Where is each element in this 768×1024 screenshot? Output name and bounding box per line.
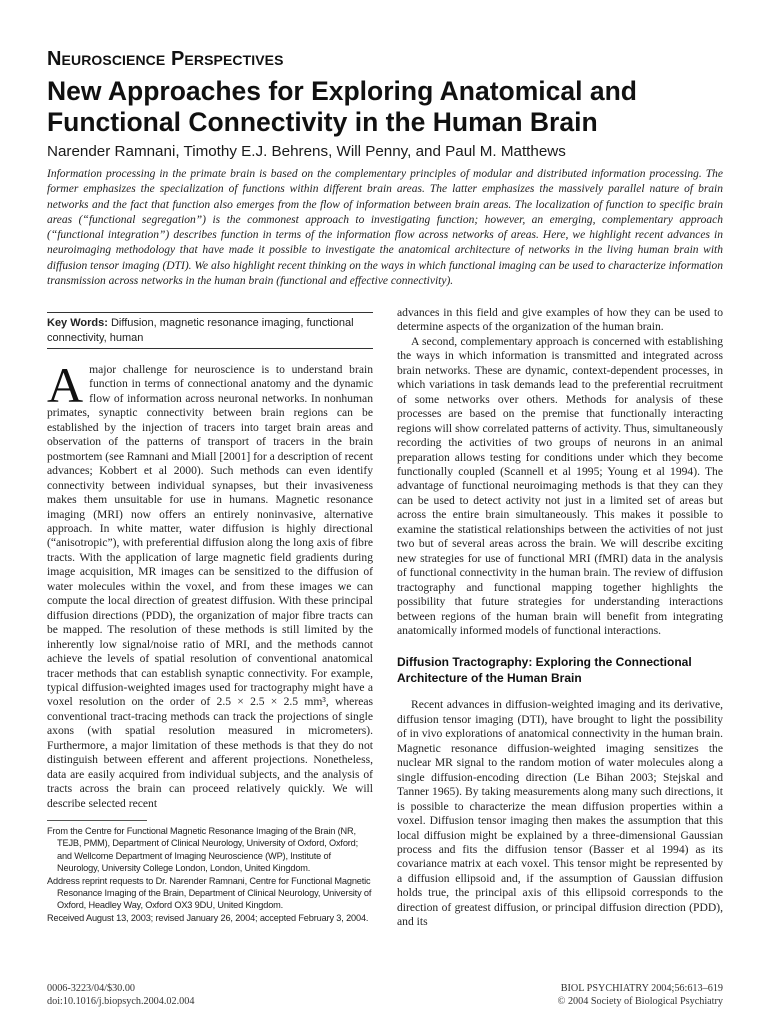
series-label: Neuroscience Perspectives <box>47 48 284 70</box>
affiliations <box>47 825 375 924</box>
received-dates: Received August 13, 2003; revised January 26, 2004; accepted February 3, 2004. <box>47 912 369 923</box>
paragraph-diffusion: Recent advances in diffusion-weighted imaging and its derivative, diffusion tensor imaging (DTI), have brought to light the possibility of in vivo explorations of anatomical connectivity in the human brain. Magnetic resonance diffusion-weighted imaging sensitizes the nuclear MR signal to the random motion of water molecules along a single diffusion-encoding direction (Le Bihan 2003; Stejskal and Tanner 1965). By taking measurements along many such directions, it is possible to characterize the mean diffusion properties within a voxel. Diffusion tensor imaging then makes the assumption that this local diffusion might be explained by a three-dimensional Gaussian process and fits the diffusion tensor (Basser et al 1994) as its covariance matrix at each voxel. This tensor might be represented by a diffusion ellipsoid and, if the assumption of Gaussian diffusion holds true, the principal axis of this ellipsoid corresponds to the direction of greatest diffusion, or principal diffusion direction (PDD), and its <box>397 698 723 929</box>
intro-paragraph-block <box>47 357 373 811</box>
intro-paragraph: major challenge for neuroscience is to understand brain function in terms of connectional anatomy and the dynamic flow of information across neuronal networks. In nonhuman primates, synaptic connectivity between brain regions can be established by the injection of tracers into target brain areas and observation of the patterns of transport of tracers in the brain postmortem (see Ramnani and Miall [2001] for a description of recent advances; Kobbert et al 2000). Such methods can even identify connectivity between individual synapses, but their invasiveness makes them unsuitable for use in humans. Magnetic resonance imaging (MRI) now offers an entirely noninvasive, alternative approach. In white matter, water diffusion is highly directional (“anisotropic”), with preferential diffusion along the long axis of fibre tracts. With the application of large magnetic field gradients during image acquisition, MR images can be sensitized to the diffusion of water molecules within the voxel, and from these images we can compute the local direction of greatest diffusion. With these principal diffusion directions (PDD), the organization of major fibre tracts can be mapped. The resolution of these methods is still limited by the inherently low signal/noise ratio of MRI, and the methods cannot achieve the levels of spatial resolution of conventional anatomical tracer methods that can establish synaptic connectivity. For example, typical diffusion-weighted images used for tractography might have a voxel resolution on the order of 2.5 × 2.5 × 2.5 mm³, whereas conventional tract-tracing methods can track the projections of single axons (with spatial resolution measured in micrometers). Furthermore, a major limitation of these methods is that they do not distinguish between efferent and afferent projections. Nonetheless, data are easily acquired from individual subjects, and the analysis of tracts across the brain can proceed relatively quickly. We will describe selected recent <box>47 363 373 810</box>
right-column <box>397 306 723 930</box>
footer-left <box>47 982 194 1008</box>
issn-price: 0006-3223/04/$30.00 <box>47 983 136 994</box>
journal-citation: BIOL PSYCHIATRY 2004;56:613–619 <box>560 983 723 994</box>
keywords-label: Key Words: <box>47 317 108 329</box>
section-heading: Diffusion Tractography: Exploring the Connectional Architecture of the Human Brain <box>397 655 692 686</box>
keywords-text: Diffusion, magnetic resonance imaging, functional connectivity, human <box>47 317 354 344</box>
paragraph-continuation: advances in this field and give examples of how they can be used to determine aspects of the organization of the human brain. <box>397 306 723 334</box>
drop-cap: A <box>47 357 84 413</box>
footer-right <box>558 982 723 1008</box>
paragraph-second-approach: A second, complementary approach is concerned with establishing the ways in which information is transmitted and integrated across brain networks. These are dynamic, context-dependent processes, in which variations in task demands lead to the preferential recruitment of some networks over others. Methods for analysis of these processes are based on the premise that functionally interacting regions will show correlated patterns of activity. Thus, simultaneously recording the activities of two groups of neurons in an animal preparation allows testing for conditions under which they become functionally coupled (Scannell et al 1995; Young et al 1994). The advantage of functional neuroimaging methods is that they can they can be used to detect activity not just in a limited set of areas but across the entire brain simultaneously. This makes it possible to examine the statistical relationships between the activities of not just two but of several areas across the brain. We will describe exciting new strategies for use of functional MRI (fMRI) data in the analysis of functional connectivity in the human brain. The review of diffusion tractography and functional mapping together highlights the possibility that future strategies for understanding interactions between regions of the human brain will benefit from integrating anatomically informed models of functional interactions. <box>397 334 723 637</box>
affiliation-divider <box>47 820 147 821</box>
keywords-box <box>47 312 373 349</box>
left-column <box>47 312 373 811</box>
affiliation-address: Address reprint requests to Dr. Narender Ramnani, Centre for Functional Magnetic Resonance Imaging of the Brain, Department of Clinical Neurology, University of Oxford, Headley Way, Oxford OX3 9DU, United Kingdom. <box>47 875 372 911</box>
article-title: New Approaches for Exploring Anatomical and Functional Connectivity in the Human Brain <box>47 76 637 137</box>
abstract: Information processing in the primate brain is based on the complementary principles of modular and distributed information processing. The former emphasizes the specialization of functions within different brain areas. The latter emphasizes the massively parallel nature of brain networks and the fact that function also emerges from the flow of information between brain areas. The localization of function to specific brain areas (“functional segregation”) is the commonest approach to investigating function; however, an emerging, complementary approach (“functional integration”) describes function in terms of the information flow across networks of areas. Here, we highlight recent advances in neuroimaging methodology that have made it possible to investigate the anatomical architecture of networks in the living human brain with diffusion tensor imaging (DTI). We also highlight recent thinking on the ways in which functional imaging can be used to characterize information transmission across networks in the human brain (functional and effective connectivity). <box>47 168 723 288</box>
author-list: Narender Ramnani, Timothy E.J. Behrens, Will Penny, and Paul M. Matthews <box>47 143 566 160</box>
doi: doi:10.1016/j.biopsych.2004.02.004 <box>47 996 195 1007</box>
affiliation-from: From the Centre for Functional Magnetic Resonance Imaging of the Brain (NR, TEJB, PMM), Department of Clinical Neurology, University of Oxford, Oxford; and Wellcome Department of Imaging Neuroscience (WP), Institute of Neurology, University College London, London, United Kingdom. <box>47 826 359 874</box>
copyright: © 2004 Society of Biological Psychiatry <box>557 996 723 1007</box>
